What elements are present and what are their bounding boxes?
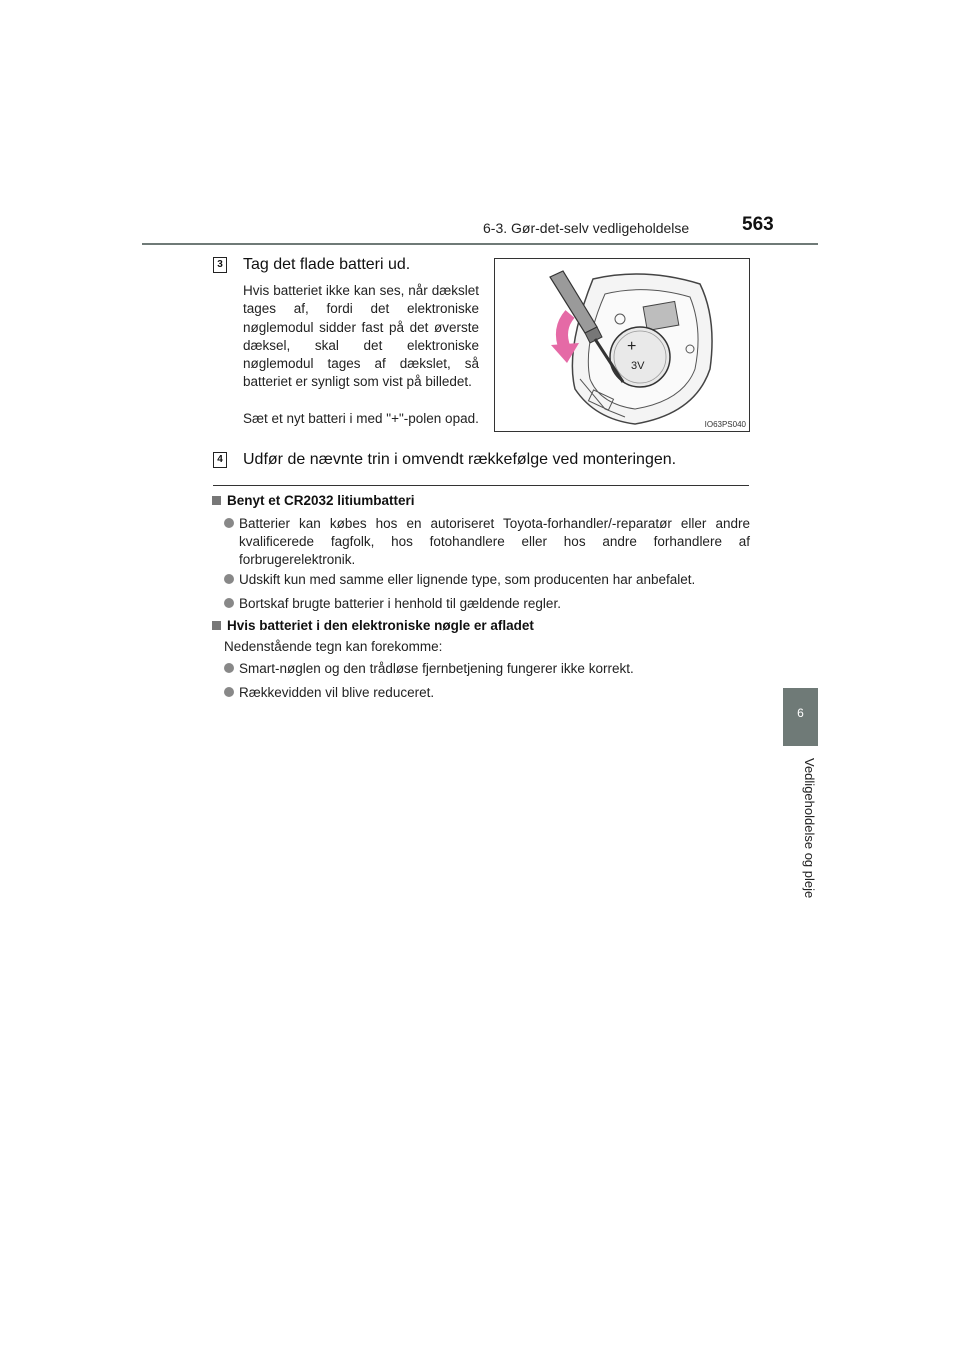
list-item: Rækkevidden vil blive reduceret. [224,684,750,702]
section-separator [213,485,749,486]
header-rule [142,243,818,245]
step-3-paragraph-1: Hvis batteriet ikke kan ses, når dækslet tages af, fordi det elektroniske nøglemodul sidder fast på det øverste dæksel, skal det elektroniske nøglemodul tages af dækslet, så batteriet er synligt som vist på billedet. [243,283,479,390]
square-bullet-icon [212,496,221,505]
battery-plus-label: + [627,338,637,355]
note-heading: Benyt et CR2032 litiumbatteri [212,493,415,508]
step-4-title: Udfør de nævnte trin i omvendt rækkefølge ved monteringen. [243,451,677,468]
bullet-dot-icon [224,598,234,608]
chapter-number: 6 [797,706,804,720]
battery-replacement-figure [494,258,750,432]
figure-code: IO63PS040 [704,420,746,429]
step-4-number: 4 [213,452,227,468]
step-3-number: 3 [213,257,227,273]
list-item: Bortskaf brugte batterier i henhold til gældende regler. [224,595,750,613]
note-intro: Nedenstående tegn kan forekomme: [224,639,443,654]
bullet-dot-icon [224,518,234,528]
step-3-paragraph-2: Sæt et nyt batteri i med "+"-polen opad. [243,411,479,426]
list-item: Smart-nøglen og den trådløse fjernbetjening fungerer ikke korrekt. [224,660,750,678]
bullet-dot-icon [224,663,234,673]
list-item: Batterier kan købes hos en autoriseret Toyota-forhandler/-reparatør eller andre kvalificerede fagfolk, hos fotohandlere eller hos andre forhandlere af forbrugerelektronik. [224,515,750,569]
note-heading: Hvis batteriet i den elektroniske nøgle er afladet [212,618,534,633]
bullet-dot-icon [224,687,234,697]
key-fob-illustration [495,259,749,431]
list-item: Udskift kun med samme eller lignende type, som producenten har anbefalet. [224,571,750,589]
square-bullet-icon [212,621,221,630]
bullet-dot-icon [224,574,234,584]
section-title: 6-3. Gør-det-selv vedligeholdelse [483,220,690,236]
page-number: 563 [742,214,774,235]
chapter-label: Vedligeholdelse og pleje [802,758,817,899]
battery-voltage-label: 3V [631,360,645,372]
step-3-title: Tag det flade batteri ud. [243,256,411,273]
